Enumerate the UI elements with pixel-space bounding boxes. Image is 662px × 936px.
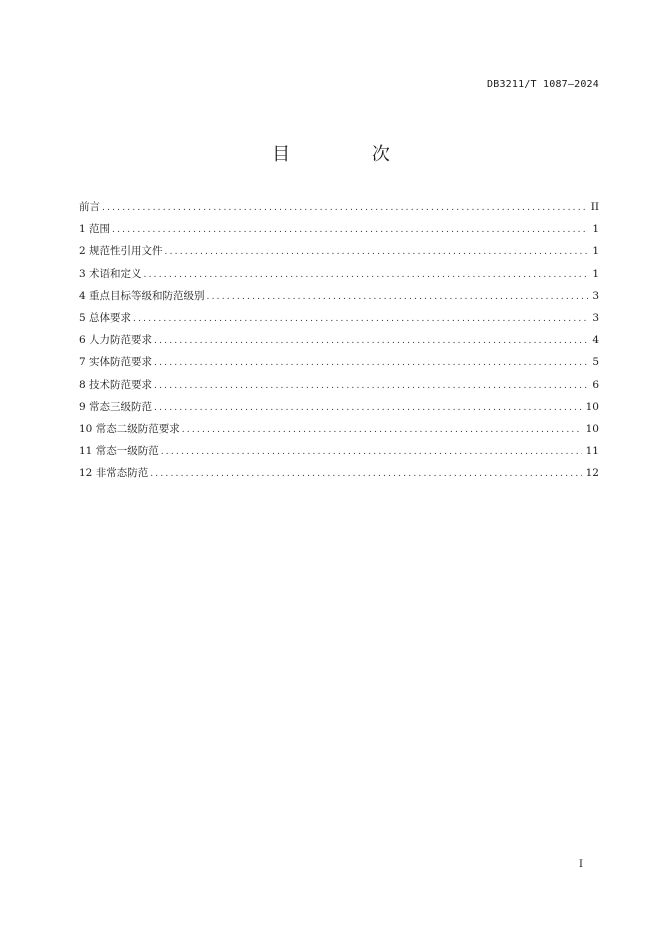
- toc-entry-9[interactable]: [79, 399, 599, 421]
- toc-leader-dots: [154, 336, 588, 346]
- toc-leader-dots: [207, 292, 589, 302]
- toc-entry-foreword[interactable]: [79, 199, 599, 221]
- toc-entry-label: 前言: [79, 201, 100, 213]
- toc-leader-dots: [165, 247, 589, 257]
- toc-entry-page: 10: [585, 400, 599, 413]
- toc-entry-12[interactable]: [79, 465, 599, 487]
- toc-entry-11[interactable]: [79, 443, 599, 465]
- toc-leader-dots: [133, 314, 588, 324]
- toc-entry-page: 1: [592, 267, 599, 280]
- toc-title: 目 次: [272, 144, 428, 165]
- table-of-contents: [79, 199, 599, 487]
- toc-entry-label: 3 术语和定义: [79, 267, 142, 280]
- toc-entry-page: 12: [585, 467, 599, 480]
- document-code: DB3211/T 1087—2024: [487, 79, 599, 90]
- toc-entry-page: II: [590, 201, 599, 213]
- toc-leader-dots: [182, 425, 582, 435]
- toc-entry-10[interactable]: [79, 421, 599, 443]
- toc-entry-label: 6 人力防范要求: [79, 334, 153, 347]
- toc-leader-dots: [144, 270, 589, 280]
- toc-entry-page: 4: [592, 334, 599, 347]
- toc-entry-page: 11: [585, 445, 599, 458]
- toc-leader-dots: [161, 447, 582, 457]
- toc-entry-7[interactable]: [79, 354, 599, 376]
- toc-entry-page: 1: [592, 245, 599, 258]
- toc-entry-label: 2 规范性引用文件: [79, 245, 163, 258]
- toc-entry-page: 3: [592, 311, 599, 324]
- toc-entry-page: 5: [592, 356, 599, 369]
- toc-entry-label: 11 常态一级防范: [79, 445, 159, 458]
- toc-entry-page: 3: [592, 289, 599, 302]
- toc-leader-dots: [154, 358, 588, 368]
- toc-leader-dots: [154, 381, 588, 391]
- toc-leader-dots: [150, 469, 581, 479]
- toc-entry-6[interactable]: [79, 332, 599, 354]
- toc-entry-label: 5 总体要求: [79, 311, 132, 324]
- toc-entry-label: 10 常态二级防范要求: [79, 422, 180, 435]
- toc-entry-8[interactable]: [79, 377, 599, 399]
- toc-entry-label: 8 技术防范要求: [79, 378, 153, 391]
- toc-leader-dots: [154, 403, 582, 413]
- toc-entry-label: 7 实体防范要求: [79, 356, 153, 369]
- toc-entry-2[interactable]: [79, 243, 599, 265]
- toc-entry-5[interactable]: [79, 310, 599, 332]
- toc-entry-label: 9 常态三级防范: [79, 400, 153, 413]
- toc-entry-label: 1 范围: [79, 223, 111, 236]
- toc-entry-label: 12 非常态防范: [79, 467, 149, 480]
- toc-entry-4[interactable]: [79, 288, 599, 310]
- toc-leader-dots: [102, 203, 587, 213]
- toc-entry-1[interactable]: [79, 221, 599, 243]
- toc-leader-dots: [112, 225, 588, 235]
- toc-entry-page: 1: [592, 223, 599, 236]
- page-number: I: [579, 859, 583, 870]
- toc-entry-page: 10: [585, 422, 599, 435]
- toc-entry-3[interactable]: [79, 266, 599, 288]
- toc-entry-page: 6: [592, 378, 599, 391]
- toc-entry-label: 4 重点目标等级和防范级别: [79, 289, 205, 302]
